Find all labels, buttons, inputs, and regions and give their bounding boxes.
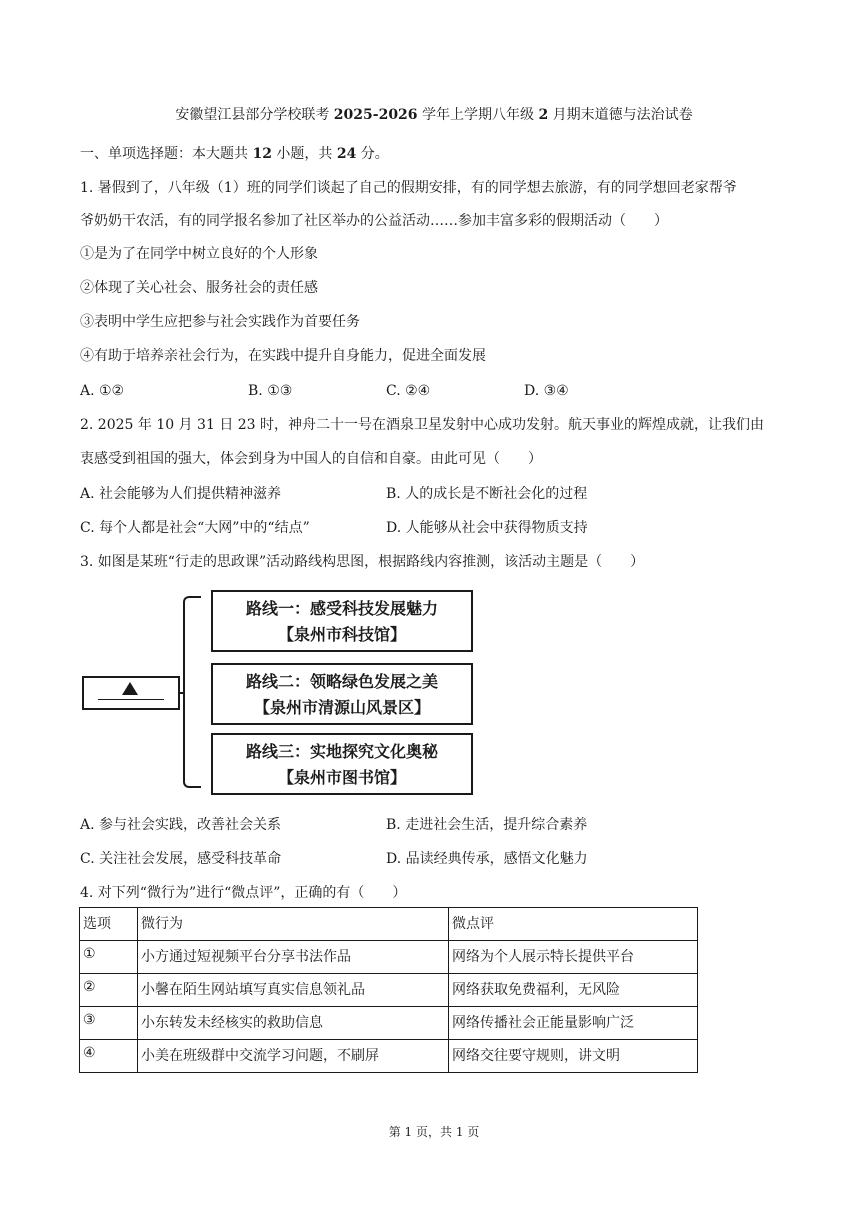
table-cell: 小馨在陌生网站填写真实信息领礼品 <box>138 974 449 1007</box>
table-header-cell: 微行为 <box>138 908 449 941</box>
q2-option-a[interactable]: A. 社会能够为人们提供精神滋养 <box>80 486 282 502</box>
q1-option-b[interactable]: B. ①③ <box>248 383 293 399</box>
table-cell: ① <box>80 941 138 974</box>
section-text-c: 小题，共 <box>271 146 337 162</box>
table-cell: 小东转发未经核实的救助信息 <box>138 1007 449 1040</box>
title-text-c: 学年上学期八年级 <box>417 107 539 123</box>
q1-stem-line2: 爷奶奶干农活，有的同学报名参加了社区举办的公益活动……参加丰富多彩的假期活动（ ） <box>80 213 668 229</box>
table-cell: 网络传播社会正能量影响广泛 <box>449 1007 698 1040</box>
page-footer: 第 1 页，共 1 页 <box>388 1125 480 1139</box>
table-cell: 网络交往要守规则，讲文明 <box>449 1040 698 1073</box>
q1-option-d[interactable]: D. ③④ <box>524 383 569 399</box>
table-header-row <box>80 908 698 941</box>
q2-option-b[interactable]: B. 人的成长是不断社会化的过程 <box>386 486 588 502</box>
route-3-title: 路线三：实地探究文化奥秘 <box>245 742 438 761</box>
q4-table <box>79 907 698 1073</box>
q3-option-b[interactable]: B. 走进社会生活，提升综合素养 <box>386 817 588 833</box>
route-1-title: 路线一：感受科技发展魅力 <box>245 599 438 618</box>
q2-option-c[interactable]: C. 每个人都是社会“大网”中的“结点” <box>80 520 310 536</box>
route-2-place: 【泉州市清源山风景区】 <box>253 698 430 717</box>
q2-option-d[interactable]: D. 人能够从社会中获得物质支持 <box>386 520 588 536</box>
diagram-bracket <box>183 596 201 788</box>
q1-stem-line1: 1. 暑假到了，八年级（1）班的同学们谈起了自己的假期安排，有的同学想去旅游，有的同学想回老家帮爷 <box>80 180 737 196</box>
q3-option-d[interactable]: D. 品读经典传承，感悟文化魅力 <box>386 851 588 867</box>
table-row <box>80 974 698 1007</box>
q4-stem: 4. 对下列“微行为”进行“微点评”，正确的有（ ） <box>80 885 407 901</box>
table-cell: ③ <box>80 1007 138 1040</box>
q1-statement-2: ②体现了关心社会、服务社会的责任感 <box>80 280 318 296</box>
q1-statement-1: ①是为了在同学中树立良好的个人形象 <box>80 246 318 262</box>
title-text-d: 2 <box>538 107 549 123</box>
section-heading <box>80 144 389 164</box>
route-2-title: 路线二：领略绿色发展之美 <box>245 672 438 691</box>
table-cell: 小美在班级群中交流学习问题，不刷屏 <box>138 1040 449 1073</box>
table-header-cell: 微点评 <box>449 908 698 941</box>
title-text-a: 安徽望江县部分学校联考 <box>175 107 334 123</box>
q1-statement-4: ④有助于培养亲社会行为，在实践中提升自身能力，促进全面发展 <box>80 348 486 364</box>
q1-statement-3: ③表明中学生应把参与社会实践作为首要任务 <box>80 314 360 330</box>
triangle-icon <box>122 682 138 695</box>
route-1-place: 【泉州市科技馆】 <box>277 625 406 644</box>
section-text-e: 分。 <box>356 146 389 162</box>
route-diagram <box>80 590 500 795</box>
blank-underline <box>98 699 164 700</box>
q1-option-c[interactable]: C. ②④ <box>386 383 431 399</box>
table-cell: 小方通过短视频平台分享书法作品 <box>138 941 449 974</box>
section-text-b: 12 <box>252 146 272 162</box>
q1-option-a[interactable]: A. ①② <box>80 383 125 399</box>
route-box-1 <box>211 590 473 652</box>
table-cell: 网络获取免费福利，无风险 <box>449 974 698 1007</box>
q2-stem-line2: 衷感受到祖国的强大，体会到身为中国人的自信和自豪。由此可见（ ） <box>80 451 542 467</box>
section-text-a: 一、单项选择题：本大题共 <box>80 146 253 162</box>
table-row <box>80 941 698 974</box>
route-box-2 <box>211 663 473 725</box>
route-3-place: 【泉州市图书馆】 <box>277 768 406 787</box>
q3-option-a[interactable]: A. 参与社会实践，改善社会关系 <box>80 817 282 833</box>
table-cell: 网络为个人展示特长提供平台 <box>449 941 698 974</box>
route-box-3 <box>211 733 473 795</box>
section-text-d: 24 <box>336 146 357 162</box>
page-title <box>0 105 868 125</box>
title-text-e: 月期末道德与法治试卷 <box>548 107 693 123</box>
q3-option-c[interactable]: C. 关注社会发展，感受科技革命 <box>80 851 282 867</box>
table-cell: ② <box>80 974 138 1007</box>
table-cell: ④ <box>80 1040 138 1073</box>
q2-stem-line1: 2. 2025 年 10 月 31 日 23 时，神舟二十一号在酒泉卫星发射中心成功发射。航天事业的辉煌成就，让我们由 <box>80 417 765 433</box>
title-text-b: 2025-2026 <box>333 107 418 123</box>
table-row <box>80 1007 698 1040</box>
table-header-cell: 选项 <box>80 908 138 941</box>
table-row <box>80 1040 698 1073</box>
theme-blank-box <box>82 676 180 710</box>
q3-stem: 3. 如图是某班“行走的思政课”活动路线构思图，根据路线内容推测，该活动主题是（ ） <box>80 554 645 570</box>
